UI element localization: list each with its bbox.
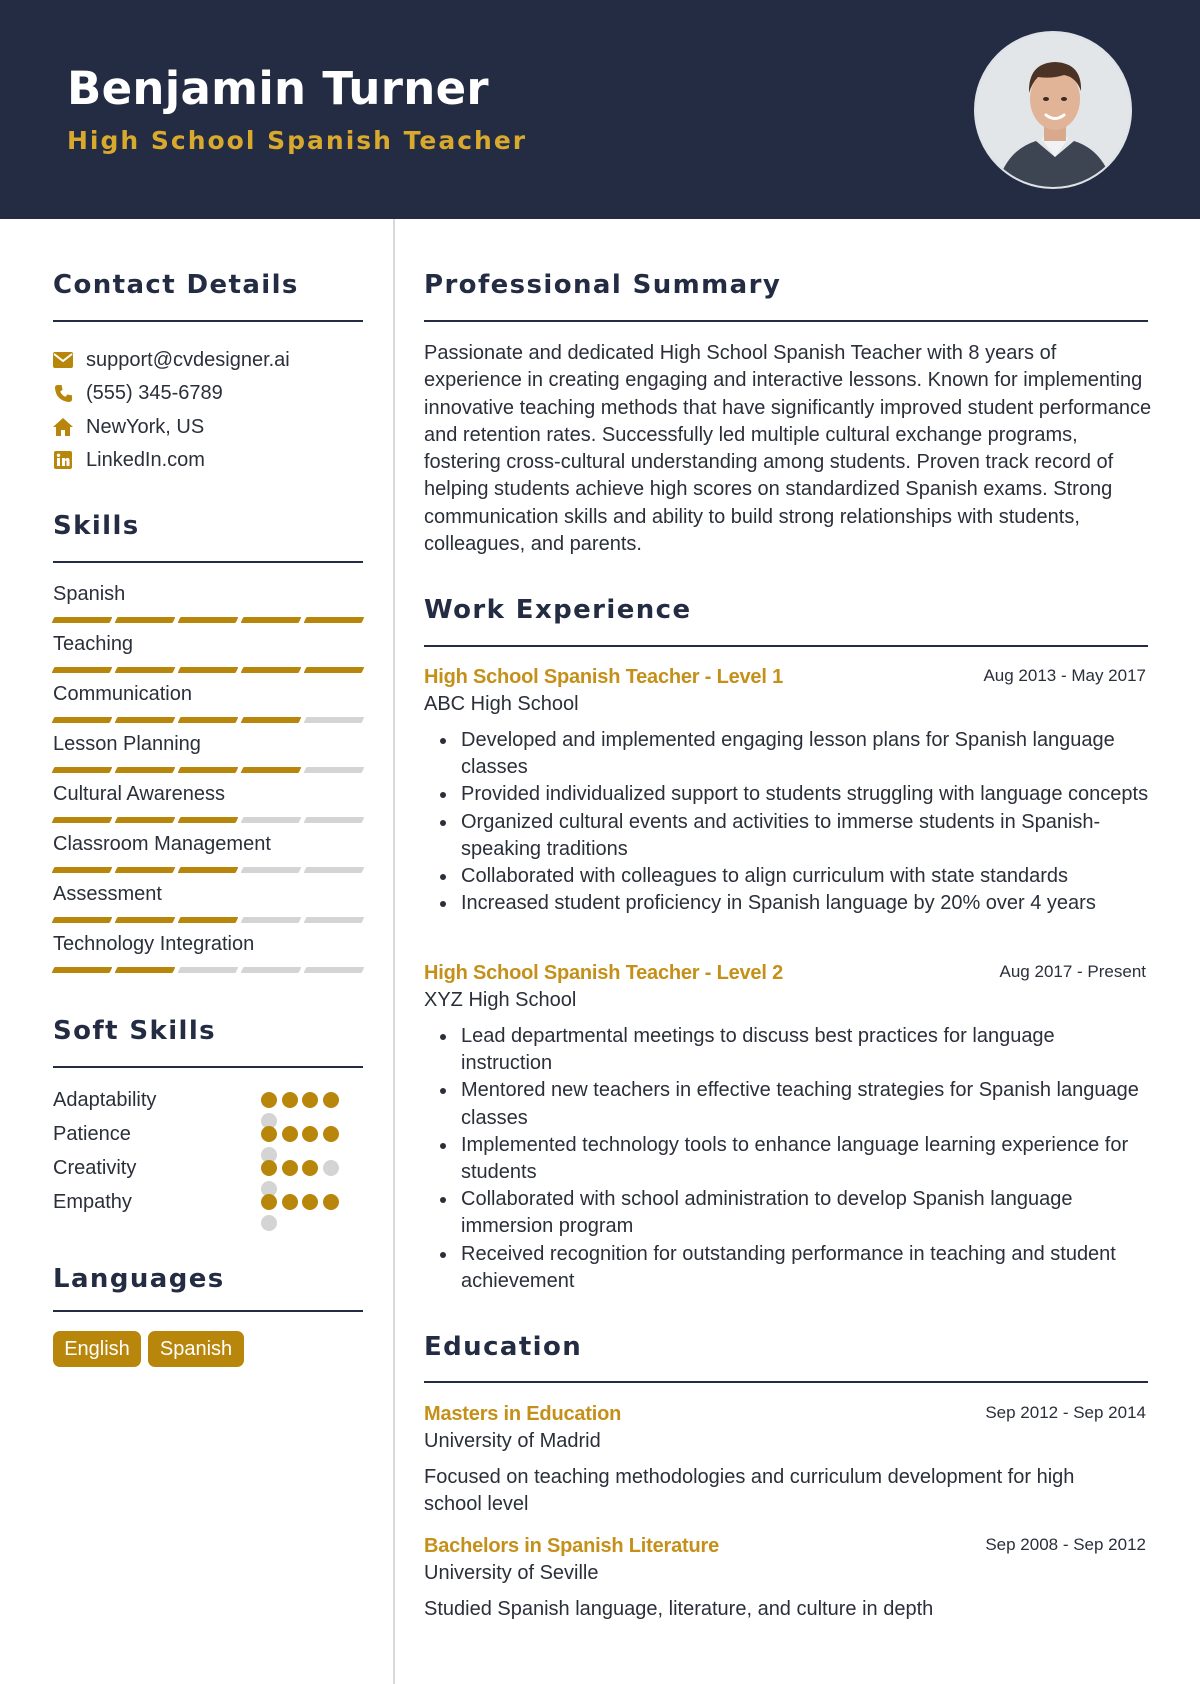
contact-heading: Contact Details bbox=[53, 270, 299, 300]
language-pill-english: English bbox=[53, 1331, 141, 1367]
skill-rating-bar bbox=[53, 867, 363, 873]
soft-skill-rating-dot bbox=[323, 1194, 339, 1210]
skill-rating-segment bbox=[241, 767, 302, 773]
linkedin-text[interactable]: LinkedIn.com bbox=[86, 448, 205, 471]
summary-text: Passionate and dedicated High School Spanish Teacher with 8 years of experience in creating engaging and interactive lessons. Known for implementing innovative teaching methods that have significantly improved student performance and retention rates. Successfully led multiple cultural exchange programs, fostering cross-cultural understanding among students. Proven track record of helping students achieve high scores on standardized Spanish exams. Strong communication skills and ability to build strong relationships with students, colleagues, and parents. bbox=[424, 342, 1152, 556]
job-date-1: Aug 2013 - May 2017 bbox=[983, 666, 1146, 685]
soft-skill-rating-dot bbox=[282, 1092, 298, 1108]
list-item: Increased student proficiency in Spanish language by 20% over 4 years bbox=[461, 890, 1151, 917]
soft-skill-rating-dot bbox=[261, 1160, 277, 1176]
soft-skill-rating-dot bbox=[323, 1126, 339, 1142]
languages-heading: Languages bbox=[53, 1264, 225, 1294]
job-title-1: High School Spanish Teacher - Level 1 bbox=[424, 666, 783, 688]
header-banner bbox=[0, 0, 1200, 219]
soft-skills-rule bbox=[53, 1066, 363, 1068]
skill-rating-segment bbox=[115, 667, 176, 673]
soft-skill-rating-dot bbox=[282, 1194, 298, 1210]
skill-rating-segment bbox=[52, 817, 113, 823]
soft-skill-rating-dot bbox=[261, 1126, 277, 1142]
list-item: Implemented technology tools to enhance language learning experience for students bbox=[461, 1132, 1151, 1186]
job-bullets-1 bbox=[461, 727, 1151, 917]
skill-rating-segment bbox=[115, 817, 176, 823]
job-title-2: High School Spanish Teacher - Level 2 bbox=[424, 962, 783, 984]
skill-rating-bar bbox=[53, 767, 363, 773]
skill-rating-segment bbox=[304, 817, 365, 823]
languages-rule bbox=[53, 1310, 363, 1312]
job-org-1: ABC High School bbox=[424, 693, 579, 715]
skill-rating-segment bbox=[178, 617, 239, 623]
skill-rating-segment bbox=[52, 967, 113, 973]
skill-rating-segment bbox=[52, 767, 113, 773]
skill-rating-segment bbox=[52, 867, 113, 873]
skill-rating-segment bbox=[178, 867, 239, 873]
skill-rating-segment bbox=[241, 667, 302, 673]
list-item: Organized cultural events and activities to immerse students in Spanish-speaking traditions bbox=[461, 809, 1151, 863]
skill-rating-segment bbox=[304, 917, 365, 923]
location-text: NewYork, US bbox=[86, 415, 205, 438]
skill-rating-segment bbox=[52, 717, 113, 723]
school-2: University of Seville bbox=[424, 1562, 599, 1584]
skill-rating-segment bbox=[52, 667, 113, 673]
soft-skill-name: Creativity bbox=[53, 1157, 137, 1179]
skill-name: Communication bbox=[53, 683, 192, 705]
column-divider bbox=[393, 219, 395, 1684]
skill-rating-bar bbox=[53, 967, 363, 973]
list-item: Collaborated with colleagues to align curriculum with state standards bbox=[461, 863, 1151, 890]
email-text[interactable]: support@cvdesigner.ai bbox=[86, 348, 290, 371]
education-heading: Education bbox=[424, 1332, 583, 1362]
soft-skill-rating-dot bbox=[323, 1092, 339, 1108]
skill-rating-segment bbox=[115, 717, 176, 723]
skill-rating-segment bbox=[115, 917, 176, 923]
skill-rating-bar bbox=[53, 667, 363, 673]
list-item: Lead departmental meetings to discuss best practices for language instruction bbox=[461, 1023, 1151, 1077]
school-1: University of Madrid bbox=[424, 1430, 601, 1452]
profile-photo bbox=[974, 31, 1132, 189]
summary-heading: Professional Summary bbox=[424, 270, 782, 300]
skill-rating-segment bbox=[52, 617, 113, 623]
degree-desc-2: Studied Spanish language, literature, and culture in depth bbox=[424, 1598, 934, 1620]
contact-phone bbox=[53, 379, 223, 407]
soft-skill-rating-dot bbox=[302, 1126, 318, 1142]
soft-skill-rating-dot bbox=[302, 1160, 318, 1176]
soft-skill-rating-dot bbox=[302, 1092, 318, 1108]
skill-rating-segment bbox=[52, 917, 113, 923]
skill-rating-segment bbox=[178, 767, 239, 773]
envelope-icon bbox=[53, 350, 73, 370]
skill-rating-segment bbox=[178, 917, 239, 923]
degree-desc-1: Focused on teaching methodologies and curriculum development for high school level bbox=[424, 1466, 1075, 1516]
person-portrait-icon bbox=[976, 33, 1132, 189]
experience-rule bbox=[424, 645, 1148, 647]
skill-rating-segment bbox=[178, 717, 239, 723]
skills-rule bbox=[53, 561, 363, 563]
soft-skill-rating-dot bbox=[323, 1160, 339, 1176]
skills-heading: Skills bbox=[53, 511, 140, 541]
phone-icon bbox=[53, 383, 73, 403]
contact-email bbox=[53, 346, 290, 374]
skill-rating-segment bbox=[241, 717, 302, 723]
skill-name: Technology Integration bbox=[53, 933, 255, 955]
skill-rating-bar bbox=[53, 617, 363, 623]
soft-skill-rating-dot bbox=[282, 1160, 298, 1176]
degree-date-2: Sep 2008 - Sep 2012 bbox=[985, 1535, 1146, 1554]
soft-skill-rating-dot bbox=[302, 1194, 318, 1210]
skill-rating-bar bbox=[53, 717, 363, 723]
contact-linkedin bbox=[53, 446, 205, 474]
skill-rating-segment bbox=[304, 717, 365, 723]
soft-skills-heading: Soft Skills bbox=[53, 1016, 217, 1046]
degree-1: Masters in Education bbox=[424, 1403, 622, 1425]
skill-rating-bar bbox=[53, 917, 363, 923]
skill-name: Lesson Planning bbox=[53, 733, 201, 755]
education-rule bbox=[424, 1381, 1148, 1383]
contact-location bbox=[53, 413, 204, 441]
soft-skill-name: Patience bbox=[53, 1123, 131, 1145]
job-bullets-2 bbox=[461, 1023, 1151, 1295]
skill-name: Classroom Management bbox=[53, 833, 271, 855]
job-org-2: XYZ High School bbox=[424, 989, 577, 1011]
skill-rating-segment bbox=[241, 917, 302, 923]
skill-name: Assessment bbox=[53, 883, 162, 905]
phone-text: (555) 345-6789 bbox=[86, 381, 223, 404]
summary-rule bbox=[424, 320, 1148, 322]
list-item: Mentored new teachers in effective teaching strategies for Spanish language classes bbox=[461, 1077, 1151, 1131]
list-item: Received recognition for outstanding performance in teaching and student achievement bbox=[461, 1241, 1151, 1295]
soft-skill-rating-dot bbox=[261, 1194, 277, 1210]
experience-heading: Work Experience bbox=[424, 595, 692, 625]
skill-rating-segment bbox=[178, 817, 239, 823]
degree-date-1: Sep 2012 - Sep 2014 bbox=[985, 1403, 1146, 1422]
skill-rating-segment bbox=[304, 767, 365, 773]
skill-rating-segment bbox=[241, 867, 302, 873]
skill-rating-segment bbox=[115, 767, 176, 773]
skill-name: Teaching bbox=[53, 633, 134, 655]
skill-rating-segment bbox=[115, 967, 176, 973]
skill-rating-segment bbox=[304, 967, 365, 973]
skill-rating-segment bbox=[115, 867, 176, 873]
skill-rating-segment bbox=[115, 617, 176, 623]
skill-rating-segment bbox=[304, 667, 365, 673]
list-item: Collaborated with school administration to develop Spanish language immersion program bbox=[461, 1186, 1151, 1240]
skill-rating-segment bbox=[178, 967, 239, 973]
soft-skill-rating-dot bbox=[282, 1126, 298, 1142]
job-date-2: Aug 2017 - Present bbox=[999, 962, 1146, 981]
list-item: Provided individualized support to students struggling with language concepts bbox=[461, 781, 1151, 808]
language-pill-spanish: Spanish bbox=[148, 1331, 244, 1367]
job-title: High School Spanish Teacher bbox=[67, 126, 528, 155]
soft-skill-name: Empathy bbox=[53, 1191, 132, 1213]
candidate-name: Benjamin Turner bbox=[67, 62, 489, 115]
degree-2: Bachelors in Spanish Literature bbox=[424, 1535, 719, 1557]
skill-rating-bar bbox=[53, 817, 363, 823]
skill-rating-segment bbox=[178, 667, 239, 673]
skill-rating-segment bbox=[304, 617, 365, 623]
skill-rating-segment bbox=[241, 817, 302, 823]
list-item: Developed and implemented engaging lesson plans for Spanish language classes bbox=[461, 727, 1151, 781]
linkedin-icon bbox=[53, 450, 73, 470]
skill-name: Cultural Awareness bbox=[53, 783, 225, 805]
skill-rating-segment bbox=[241, 967, 302, 973]
soft-skill-name: Adaptability bbox=[53, 1089, 157, 1111]
skill-name: Spanish bbox=[53, 583, 126, 605]
skill-rating-segment bbox=[241, 617, 302, 623]
soft-skill-rating-dot bbox=[261, 1092, 277, 1108]
contact-rule bbox=[53, 320, 363, 322]
home-icon bbox=[53, 417, 73, 437]
skill-rating-segment bbox=[304, 867, 365, 873]
soft-skill-rating-dot bbox=[261, 1215, 277, 1231]
